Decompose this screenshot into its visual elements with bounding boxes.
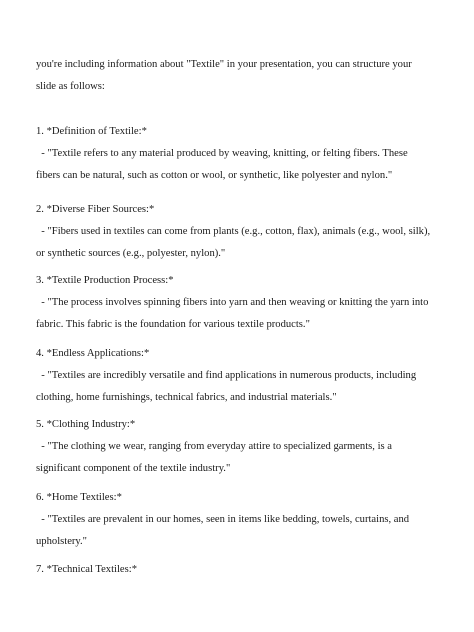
item-text-line: or synthetic sources (e.g., polyester, nylon)." xyxy=(36,248,226,259)
list-item-applications xyxy=(36,343,446,409)
item-title: 3. *Textile Production Process:* xyxy=(36,275,174,286)
item-text-line: clothing, home furnishings, technical fabrics, and industrial materials." xyxy=(36,392,337,403)
item-title: 4. *Endless Applications:* xyxy=(36,348,150,359)
item-text-line: upholstery." xyxy=(36,536,88,547)
item-text-line: - "Textiles are incredibly versatile and find applications in numerous products, including xyxy=(36,370,417,381)
item-text-line: significant component of the textile industry." xyxy=(36,463,231,474)
item-text-line: fibers can be natural, such as cotton or wool, or synthetic, like polyester and nylon." xyxy=(36,170,393,181)
list-item-production-process xyxy=(36,270,446,336)
list-item-clothing-industry xyxy=(36,414,446,480)
item-text-line: - "The process involves spinning fibers into yarn and then weaving or knitting the yarn into xyxy=(36,297,429,308)
intro-line: slide as follows: xyxy=(36,81,105,92)
intro-line: you're including information about "Textile" in your presentation, you can structure your xyxy=(36,59,412,70)
item-text-line: - "The clothing we wear, ranging from everyday attire to specialized garments, is a xyxy=(36,441,393,452)
list-item-home-textiles xyxy=(36,487,446,553)
list-item-fiber-sources xyxy=(36,199,446,265)
list-item-technical-textiles xyxy=(36,559,446,581)
item-title: 5. *Clothing Industry:* xyxy=(36,419,136,430)
item-title: 6. *Home Textiles:* xyxy=(36,492,122,503)
list-item-definition xyxy=(36,121,446,187)
item-title: 2. *Diverse Fiber Sources:* xyxy=(36,204,155,215)
intro-paragraph xyxy=(36,54,446,98)
item-title: 1. *Definition of Textile:* xyxy=(36,126,147,137)
item-text-line: fabric. This fabric is the foundation for various textile products." xyxy=(36,319,310,330)
item-text-line: - "Fibers used in textiles can come from plants (e.g., cotton, flax), animals (e.g., wool, silk), xyxy=(36,226,431,237)
item-title: 7. *Technical Textiles:* xyxy=(36,564,137,575)
item-text-line: - "Textiles are prevalent in our homes, seen in items like bedding, towels, curtains, and xyxy=(36,514,410,525)
item-text-line: - "Textile refers to any material produced by weaving, knitting, or felting fibers. These xyxy=(36,148,408,159)
